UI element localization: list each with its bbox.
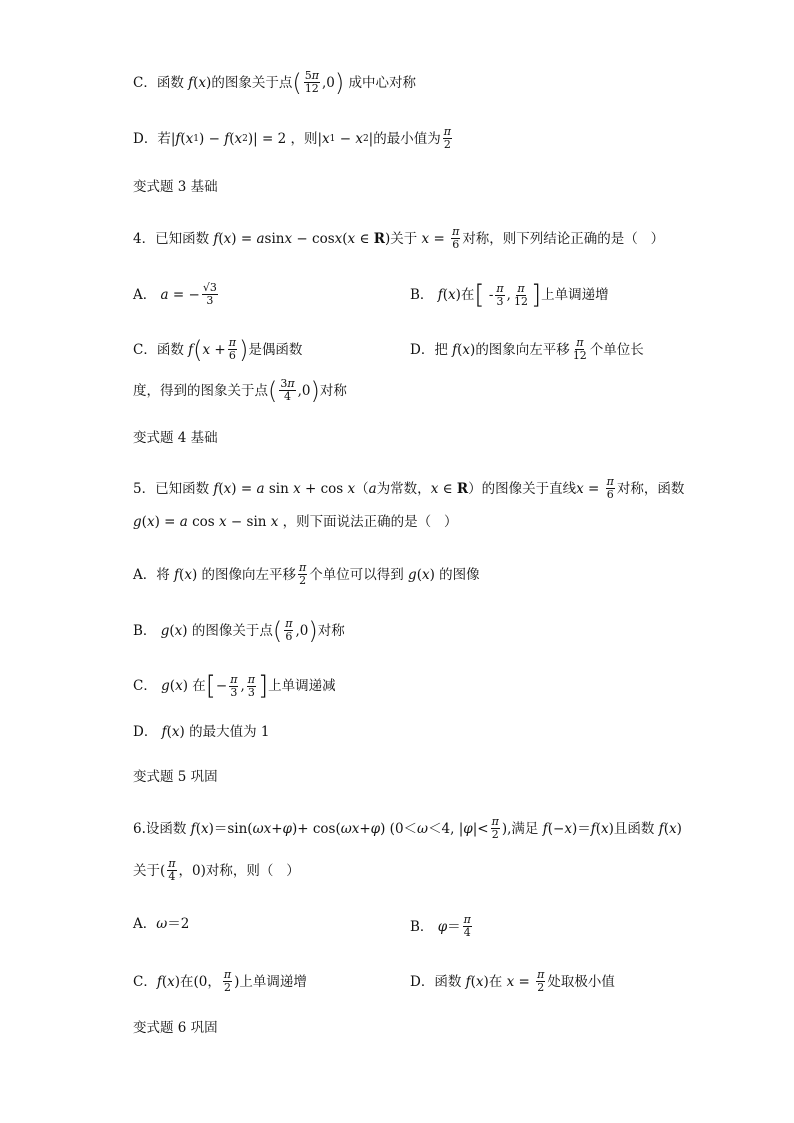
section-label: 变式题 6 巩固 bbox=[133, 1020, 218, 1036]
q5-option-d: D． f ( x ) 的最大值为 1 bbox=[133, 724, 270, 740]
q5-option-c: C． g ( x ) 在 [ − $\frac{\pi}{3}$ , $\frac{\pi}{3}$ ] 上单调递减 bbox=[133, 671, 336, 701]
section-label: 变式题 5 巩固 bbox=[133, 769, 218, 785]
q6-option-a: A． ω ＝2 bbox=[133, 916, 190, 932]
section-label: 变式题 3 基础 bbox=[133, 179, 218, 195]
question-6-stem-cont: 关于( $\frac{\pi}{4}$ ，0)对称，则（ ） bbox=[133, 857, 300, 883]
option-c-prev: C．函数 f ( x ) 的图象关于点 ( $\frac{5\pi}{12}$ ,0 ) 成中心对称 bbox=[133, 68, 416, 97]
q5-option-a: A．将 f ( x ) 的图像向左平移 $\frac{\pi}{2}$ 个单位可以得到 g ( x ) 的图像 bbox=[133, 561, 480, 587]
q4-option-a: A． a = − $\frac{√3}{3}$ bbox=[133, 281, 217, 307]
q6-option-d: D．函数 f ( x )在 x = $\frac{\pi}{2}$ 处取极小值 bbox=[410, 968, 615, 994]
question-6-stem: 6.设函数 f ( x )＝sin( ωx + φ )+ cos( ωx + φ ) (0＜ ω ＜4, | φ |< $\frac{\pi}{2}$ ),满足 f (− x )＝ f ( x )且函数 f ( x ) bbox=[133, 815, 682, 841]
question-5-stem: 5．已知函数 f ( x ) = a sin x + cos x （ a 为常数， x ∈ R ）的图像关于直线 x = $\frac{\pi}{6}$ 对称，函数 bbox=[133, 475, 685, 501]
option-d-prev: D．若 | f ( x 1 ) − f ( x 2 ) | = 2 ，则 | x 1 − x 2 | 的最小值为 $\frac{\pi}{2}$ bbox=[133, 125, 451, 151]
q6-option-b: B． φ ＝ $\frac{\pi}{4}$ bbox=[410, 913, 471, 939]
q4-option-d: D．把 f ( x ) 的图象向左平移 $\frac{\pi}{12}$ 个单位长 bbox=[410, 336, 644, 362]
q6-option-c: C． f ( x )在(0， $\frac{\pi}{2}$ )上单调递增 bbox=[133, 968, 307, 994]
q4-option-d-continued: 度，得到的图象关于点 ( $\frac{3\pi}{4}$ ,0 ) 对称 bbox=[133, 376, 347, 405]
q4-option-c: C．函数 f ( x + $\frac{\pi}{6}$ ) 是偶函数 bbox=[133, 335, 303, 364]
question-5-stem-cont: g ( x ) = a cos x − sin x ，则下面说法正确的是（ ） bbox=[133, 514, 458, 530]
question-4-stem: 4．已知函数 f ( x ) = a sin x − cos x ( x ∈ R ) 关于 x = $\frac{\pi}{6}$ 对称，则下列结论正确的是（ ） bbox=[133, 225, 665, 251]
q4-option-b: B． f ( x ) 在 [ - $\frac{\pi}{3}$ , $\frac{\pi}{12}$ ] 上单调递增 bbox=[410, 280, 609, 310]
section-label: 变式题 4 基础 bbox=[133, 430, 218, 446]
q5-option-b: B． g ( x ) 的图像关于点 ( $\frac{\pi}{6}$ ,0 ) 对称 bbox=[133, 616, 345, 645]
